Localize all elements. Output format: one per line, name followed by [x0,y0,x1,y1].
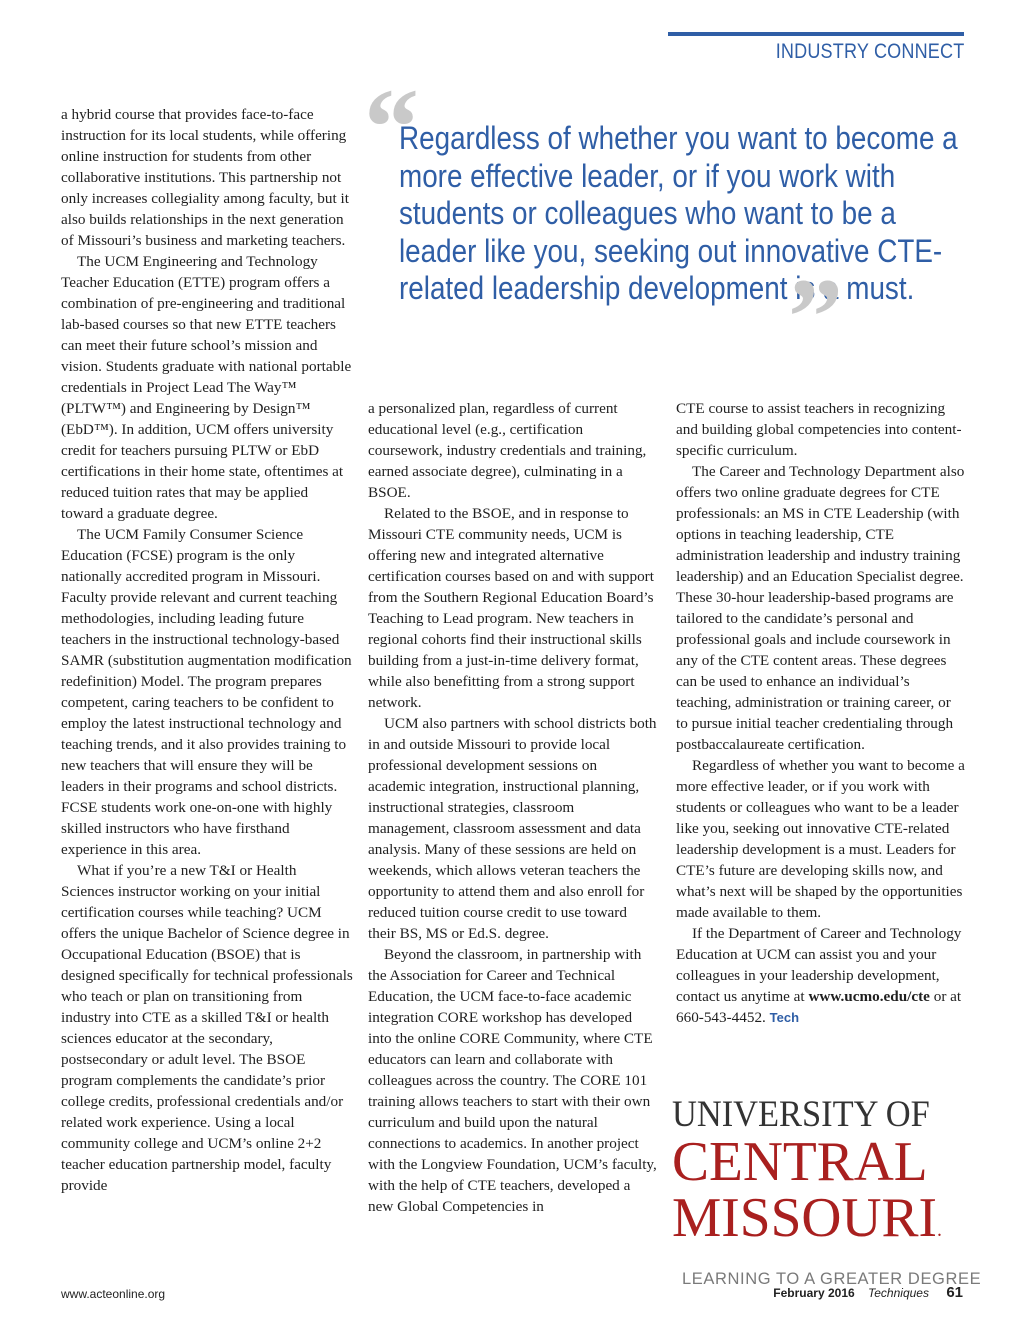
article-column-3 [676,398,966,1028]
page-number: 61 [946,1284,963,1301]
contact-text: If the Department of Career and Technology Education at UCM can assist you and your colleagues in your leadership development, contact us anytime at [676,925,962,1005]
contact-paragraph [676,923,966,1028]
close-quote-mark: ” [788,256,843,378]
end-mark-icon: Tech [769,1010,800,1025]
logo-line-3 [672,1187,965,1258]
paragraph: The UCM Engineering and Technology Teacher Education (ETTE) program offers a combination of pre-engineering and traditional lab-based courses so that new ETTE teachers can meet their future school’s mission and vision. Students graduate with national portable credentials in Project Lead The Way™ (PLTW™) and Engineering by Design™ (EbD™). In addition, UCM offers university credit for teachers pursuing PLTW or EbD certifications in their home state, oftentimes at reduced tuition rates that may be applied toward a graduate degree. [61,253,352,522]
footer-magazine: Techniques [868,1286,929,1300]
paragraph: Beyond the classroom, in partnership with the Association for Career and Technical Education, the UCM face-to-face academic integration CORE workshop has developed into the online CORE Community, where CTE educators can learn and collaborate with colleagues across the country. The CORE 101 training allows teachers to start with their own curriculum and build upon the natural connections to academics. In another project with the Longview Foundation, UCM’s faculty, with the help of CTE teachers, developed a new Global Competencies in [368,946,657,1215]
paragraph: Regardless of whether you want to become a more effective leader, or if you work with students or colleagues who want to be a leader like you, seeking out innovative CTE-related leadership development is a must. Leaders for CTE’s future are developing skills now, and what’s next will be shaped by the opportunities made available to them. [676,757,965,921]
logo-dot-icon: . [936,1219,942,1241]
paragraph: a personalized plan, regardless of current educational level (e.g., certification coursework, industry credentials and training, earned associate degree), culminating in a BSOE. [368,400,647,501]
header-rule [668,32,964,36]
contact-phone: or at 660-543-4452. [676,988,962,1026]
paragraph: UCM also partners with school districts both in and outside Missouri to provide local professional development sessions on academic integration, instructional planning, instructional strategies, classroom management, classroom assessment and data analysis. Many of these sessions are held on weekends, which allows veteran teachers the opportunity to attend them and also enroll for reduced tuition course credit to use toward their BS, MS or Ed.S. degree. [368,715,657,942]
website-link[interactable]: www.ucmo.edu/cte [808,988,930,1005]
footer-website[interactable]: www.acteonline.org [61,1287,166,1301]
ucm-logo [672,1094,982,1289]
paragraph: What if you’re a new T&I or Health Sciences instructor working on your initial certification courses while teaching? UCM offers the unique Bachelor of Science degree in Occupational Education (BSOE) that is designed specifically for technical professionals who teach or plan on transitioning from industry into CTE as a skilled T&I or health sciences educator at the secondary, postsecondary or adult level. The BSOE program complements the candidate’s prior college credits, professional credentials and/or related work experience. Using a local community college and UCM’s online 2+2 teacher education partnership model, faculty provide [61,862,353,1194]
logo-line-3-text: MISSOURI [672,1187,937,1249]
paragraph: Related to the BSOE, and in response to Missouri CTE community needs, UCM is offering new and integrated alternative certification courses based on and with support from the Southern Regional Education Board’s Teaching to Lead program. New teachers in regional cohorts find their instructional skills building from a just-in-time delivery format, while also benefitting from a strong support network. [368,505,654,711]
paragraph: The Career and Technology Department also offers two online graduate degrees for CTE professionals: an MS in CTE Leadership (with options in teaching leadership, CTE administration leadership and industry training leadership) and an Education Specialist degree. These 30-hour leadership-based programs are tailored to the candidate’s personal and professional goals and include coursework in any of the CTE content areas. These degrees can be used to enhance an individual’s teaching, administration or training career, or to pursue initial teacher credentialing through postbaccalaureate certification. [676,463,965,753]
footer-info [773,1284,963,1301]
logo-line-1: UNIVERSITY OF [672,1094,930,1135]
open-quote-mark: “ [364,66,419,188]
logo-tagline: LEARNING TO A GREATER DEGREE [682,1270,982,1288]
article-column-2 [368,398,658,1217]
logo-line-2: CENTRAL [672,1131,928,1193]
section-title: INDUSTRY CONNECT [775,40,964,63]
article-column-1 [61,104,353,1196]
footer-date: February 2016 [773,1286,855,1300]
paragraph: The UCM Family Consumer Science Education (FCSE) program is the only nationally accredited program in Missouri. Faculty provide relevant and current teaching methodologies, including leading future teachers in the instructional technology-based SAMR (substitution augmentation modification redefinition) Model. The program prepares competent, caring teachers to be confident to employ the latest instructional technology and teaching trends, and it also provides training to new teachers that will ensure they will be leaders in their programs and school districts. FCSE students work one-on-one with highly skilled instructors who have firsthand experience in this area. [61,526,352,858]
paragraph: a hybrid course that provides face-to-face instruction for its local students, while offering online instruction for students from other collaborative institutions. This partnership not only increases collegiality among faculty, but it also builds relationships in the next generation of Missouri’s business and marketing teachers. [61,106,349,249]
pull-quote: Regardless of whether you want to become a more effective leader, or if you work with students or colleagues who want to be a leader like you, seeking out innovative CTE-related leadership development is a must. [399,120,958,306]
paragraph: CTE course to assist teachers in recognizing and building global competencies into content-specific curriculum. [676,400,962,459]
